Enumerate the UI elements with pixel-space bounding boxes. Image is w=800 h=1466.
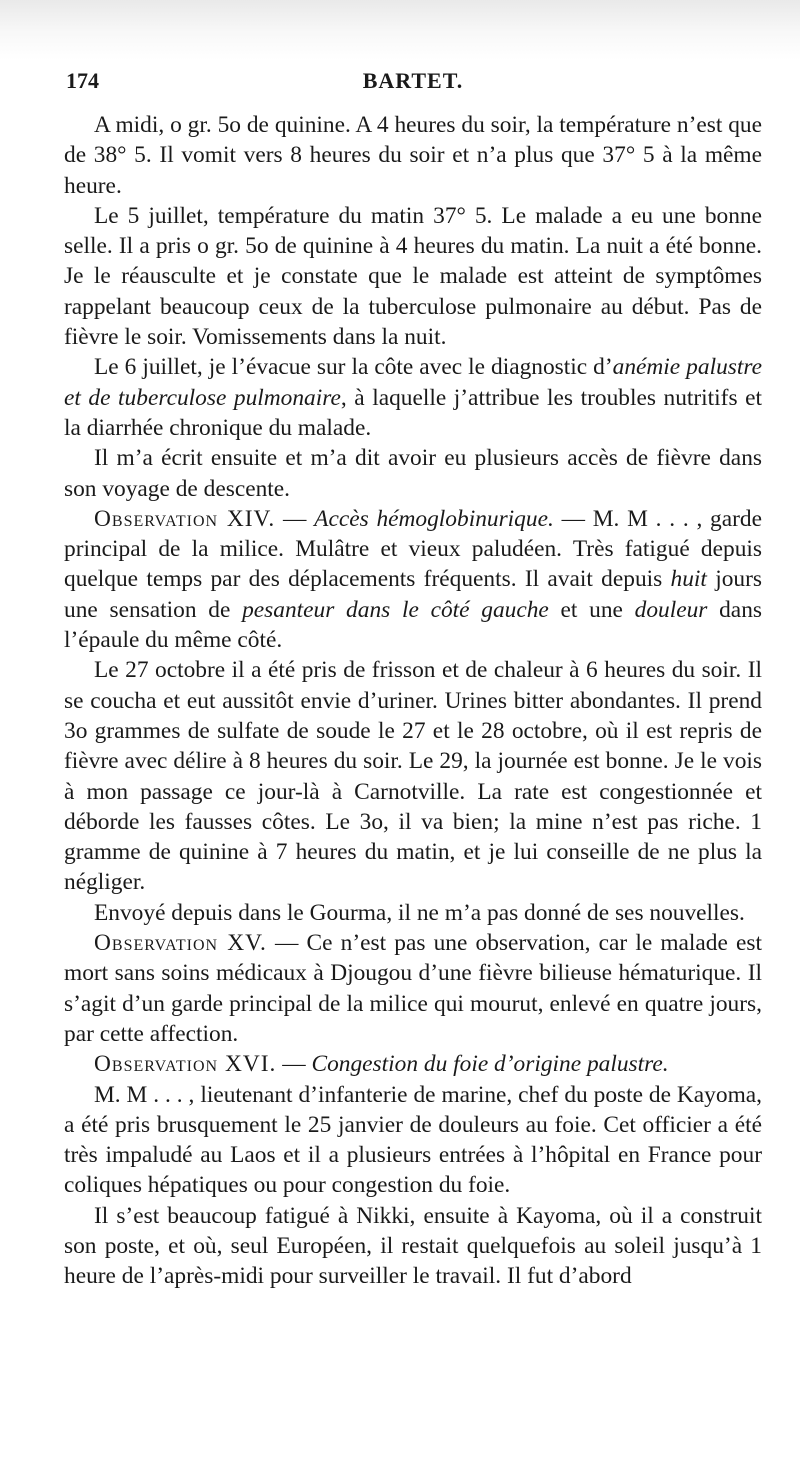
body-text [64, 110, 762, 1292]
page-header [66, 68, 760, 100]
observation-title: Accès hémoglobinurique. [314, 505, 554, 532]
italic-diagnosis: anémie palustre et de tuberculose pulmonaire [64, 354, 762, 411]
paragraph: Le 5 juillet, température du matin 37° 5. Le malade a eu une bonne selle. Il a pris o gr. 5o de quinine à 4 heures du matin. La nuit a été bonne. Je le réausculte et je constate que le malade est atteint de symptômes rappelant beaucoup ceux de la tuberculose pulmonaire au début. Pas de fièvre le soir. Vomissements dans la nuit. [64, 202, 762, 351]
page-number: 174 [66, 68, 99, 93]
paragraph: M. M . . . , lieutenant d’infanterie de marine, chef du poste de Kayoma, a été pris brusquement le 25 janvier de douleurs au foie. Cet officier a été très impaludé au Laos et il a plusieurs entrées à l’hôpital en France pour coliques hépatiques ou pour congestion du foie. [64, 1081, 762, 1199]
paragraph: Le 6 juillet, je l’évacue sur la côte avec le diagnostic d’anémie palustre et de tuberculose pulmonaire, à laquelle j’attribue les troubles nutritifs et la diarrhée chronique du malade. [64, 354, 762, 441]
observation-xvi: Observation XVI. — Congestion du foie d’origine palustre. [94, 1051, 669, 1078]
paragraph: Il m’a écrit ensuite et m’a dit avoir eu plusieurs accès de fièvre dans son voyage de descente. [64, 445, 762, 502]
paragraph: Il s’est beaucoup fatigué à Nikki, ensuite à Kayoma, où il a construit son poste, et où, seul Européen, il restait quelquefois au soleil jusqu’à 1 heure de l’après-midi pour surveiller le travail. Il fut d’abord [64, 1202, 762, 1290]
observation-label: Observation XVI. [94, 1051, 277, 1078]
observation-title: Congestion du foie d’origine palustre. [311, 1051, 669, 1078]
paragraph: Envoyé depuis dans le Gourma, il ne m’a pas donné de ses nouvelles. [94, 899, 745, 926]
paragraph: A midi, o gr. 5o de quinine. A 4 heures du soir, la température n’est que de 38° 5. Il vomit vers 8 heures du soir et n’a plus que 37° 5 à la même heure. [64, 112, 762, 199]
running-head: BARTET. [362, 68, 464, 93]
observation-label: Observation XV. [94, 930, 267, 957]
paragraph: Le 27 octobre il a été pris de frisson et de chaleur à 6 heures du soir. Il se coucha et eut aussitôt envie d’uriner. Urines bitter abondantes. Il prend 3o grammes de sulfate de soude le 27 et le 28 octobre, où il est repris de fièvre avec délire à 8 heures du soir. Le 29, la journée est bonne. Je le vois à mon passage ce jour-là à Carnotville. La rate est congestionnée et déborde les fausses côtes. Le 3o, il va bien; la mine n’est pas riche. 1 gramme de quinine à 7 heures du matin, et je lui conseille de ne plus la négliger. [64, 657, 762, 896]
observation-label: Observation XIV. [94, 505, 276, 532]
observation-xv: Observation XV. — Ce n’est pas une observation, car le malade est mort sans soins médicaux à Djougou d’une fièvre bilieuse hématurique. Il s’agit d’un garde principal de la milice qui mourut, enlevé en quatre jours, par cette affection. [64, 930, 762, 1047]
observation-xiv: Observation XIV. — Accès hémoglobinurique. — M. M . . . , garde principal de la milice. Mulâtre et vieux paludéen. Très fatigué depuis quelque temps par des déplacements fréquents. Il avait depuis huit jours une sensation de pesanteur dans le côté gauche et une douleur dans l’épaule du même côté. [64, 505, 762, 654]
